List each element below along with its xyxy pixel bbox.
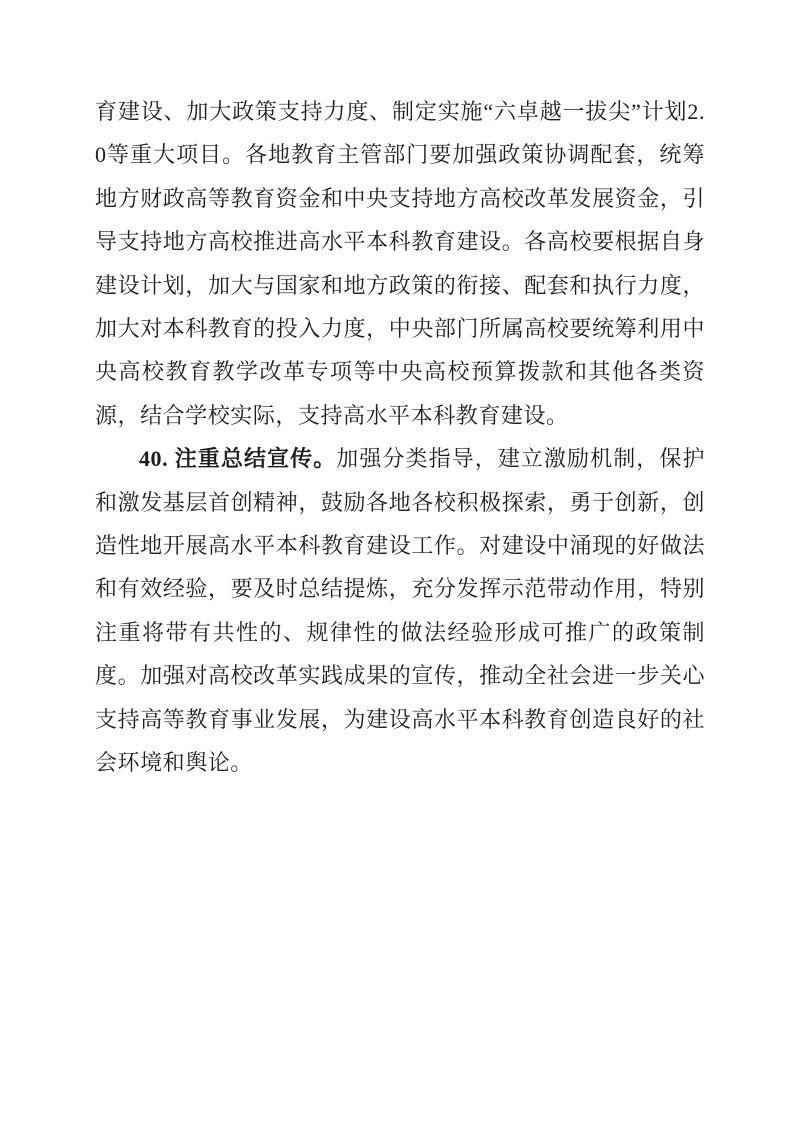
paragraph-text: 加强分类指导，建立激励机制，保护和激发基层首创精神，鼓励各地各校积极探索，勇于创新，创造性地开展高水平本科教育建设工作。对建设中涌现的好做法和有效经验，要及时总结提炼，充分发挥示范带动作用，特别注重将带有共性的、规律性的做法经验形成可推广的政策制度。加强对高校改革实践成果的宣传，推动全社会进一步关心支持高等教育事业发展，为建设高水平本科教育创造良好的社会环境和舆论。 [95, 446, 705, 776]
paragraph-text: 育建设、加大政策支持力度、制定实施“六卓越一拔尖”计划2.0等重大项目。各地教育主管部门要加强政策协调配套，统筹地方财政高等教育资金和中央支持地方高校改革发展资金，引导支持地方高校推进高水平本科教育建设。各高校要根据自身建设计划，加大与国家和地方政策的衔接、配套和执行力度，加大对本科教育的投入力度，中央部门所属高校要统筹利用中央高校教育教学改革专项等中央高校预算拨款和其他各类资源，结合学校实际，支持高水平本科教育建设。 [95, 99, 705, 428]
document-text-block [95, 90, 705, 785]
paragraph-lead: 40. 注重总结宣传。 [139, 446, 337, 472]
paragraph-item-40 [95, 437, 705, 784]
paragraph-continuation [95, 90, 705, 437]
